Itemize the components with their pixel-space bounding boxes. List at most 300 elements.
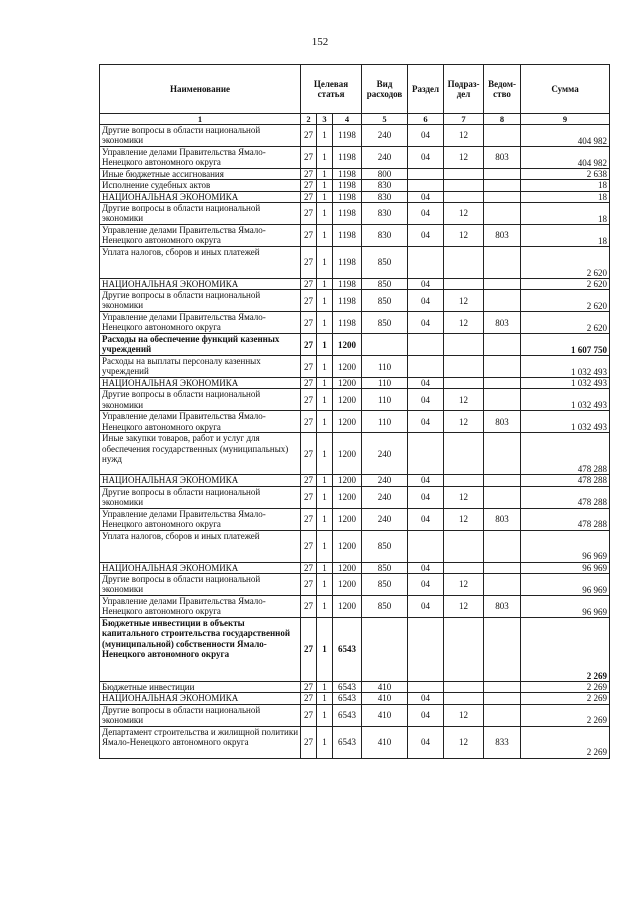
target-code-2: 1 (317, 278, 333, 289)
table-row (100, 596, 610, 618)
department (484, 475, 521, 486)
target-code-1: 27 (301, 562, 317, 573)
target-code-2: 1 (317, 169, 333, 180)
table-row (100, 411, 610, 433)
target-code-3: 1200 (333, 562, 362, 573)
section: 04 (408, 693, 444, 704)
header-expense-type: Вид расходов (362, 65, 408, 114)
subsection (444, 618, 484, 682)
target-code-3: 1200 (333, 378, 362, 389)
target-code-1: 27 (301, 191, 317, 202)
expense-type: 240 (362, 147, 408, 169)
target-code-3: 1198 (333, 224, 362, 246)
column-number: 9 (521, 114, 610, 125)
table-row (100, 682, 610, 693)
expense-type: 240 (362, 486, 408, 508)
table-row (100, 169, 610, 180)
expense-type: 830 (362, 191, 408, 202)
table-body (100, 125, 610, 759)
target-code-2: 1 (317, 246, 333, 278)
target-code-1: 27 (301, 278, 317, 289)
table-row (100, 278, 610, 289)
table-row (100, 562, 610, 573)
row-name: Другие вопросы в области национальной экономики (100, 574, 301, 596)
target-code-3: 1200 (333, 530, 362, 562)
target-code-1: 27 (301, 356, 317, 378)
header-row (100, 65, 610, 114)
target-code-1: 27 (301, 596, 317, 618)
table-row (100, 704, 610, 726)
target-code-1: 27 (301, 530, 317, 562)
subsection (444, 334, 484, 356)
target-code-3: 1198 (333, 169, 362, 180)
target-code-1: 27 (301, 411, 317, 433)
header-sum: Сумма (521, 65, 610, 114)
subsection (444, 169, 484, 180)
target-code-2: 1 (317, 562, 333, 573)
target-code-1: 27 (301, 224, 317, 246)
row-name: Расходы на обеспечение функций казенных учреждений (100, 334, 301, 356)
column-number: 4 (333, 114, 362, 125)
target-code-1: 27 (301, 312, 317, 334)
row-name: Другие вопросы в области национальной экономики (100, 125, 301, 147)
target-code-3: 1198 (333, 202, 362, 224)
row-sum: 1 032 493 (521, 356, 610, 378)
section (408, 618, 444, 682)
row-sum: 2 620 (521, 278, 610, 289)
header-section: Раздел (408, 65, 444, 114)
target-code-3: 6543 (333, 618, 362, 682)
target-code-2: 1 (317, 682, 333, 693)
column-number: 5 (362, 114, 408, 125)
department (484, 202, 521, 224)
target-code-1: 27 (301, 693, 317, 704)
department: 803 (484, 224, 521, 246)
header-subsection: Подраз-дел (444, 65, 484, 114)
target-code-2: 1 (317, 574, 333, 596)
budget-table (99, 64, 610, 759)
table-row (100, 726, 610, 758)
target-code-1: 27 (301, 334, 317, 356)
target-code-1: 27 (301, 618, 317, 682)
target-code-2: 1 (317, 726, 333, 758)
subsection: 12 (444, 389, 484, 411)
table-row (100, 191, 610, 202)
row-sum: 478 288 (521, 433, 610, 475)
target-code-3: 6543 (333, 704, 362, 726)
subsection (444, 682, 484, 693)
expense-type: 110 (362, 378, 408, 389)
subsection: 12 (444, 704, 484, 726)
section: 04 (408, 596, 444, 618)
department (484, 389, 521, 411)
expense-type: 850 (362, 278, 408, 289)
row-sum: 18 (521, 202, 610, 224)
section: 04 (408, 508, 444, 530)
table-row (100, 125, 610, 147)
row-sum: 1 032 493 (521, 389, 610, 411)
subsection: 12 (444, 290, 484, 312)
table-row (100, 618, 610, 682)
department: 833 (484, 726, 521, 758)
column-number: 1 (100, 114, 301, 125)
subsection: 12 (444, 574, 484, 596)
row-sum: 2 620 (521, 312, 610, 334)
subsection (444, 562, 484, 573)
target-code-3: 1200 (333, 334, 362, 356)
target-code-3: 1198 (333, 246, 362, 278)
table-row (100, 378, 610, 389)
target-code-2: 1 (317, 693, 333, 704)
target-code-1: 27 (301, 389, 317, 411)
target-code-3: 6543 (333, 693, 362, 704)
target-code-3: 1200 (333, 433, 362, 475)
expense-type: 830 (362, 224, 408, 246)
table-row (100, 290, 610, 312)
row-name: Уплата налогов, сборов и иных платежей (100, 246, 301, 278)
header-department: Ведом-ство (484, 65, 521, 114)
target-code-2: 1 (317, 224, 333, 246)
row-name: Другие вопросы в области национальной экономики (100, 202, 301, 224)
department (484, 530, 521, 562)
table-row (100, 180, 610, 191)
table-row (100, 433, 610, 475)
subsection (444, 278, 484, 289)
target-code-3: 1198 (333, 147, 362, 169)
department (484, 278, 521, 289)
row-name: Другие вопросы в области национальной экономики (100, 486, 301, 508)
subsection: 12 (444, 202, 484, 224)
row-name: Иные бюджетные ассигнования (100, 169, 301, 180)
target-code-1: 27 (301, 290, 317, 312)
target-code-3: 1200 (333, 411, 362, 433)
subsection: 12 (444, 508, 484, 530)
department: 803 (484, 147, 521, 169)
target-code-1: 27 (301, 433, 317, 475)
row-name: Бюджетные инвестиции в объекты капитального строительства государственной (муниципальной) собственности Ямало-Ненецкого автономного округа (100, 618, 301, 682)
row-sum: 2 620 (521, 246, 610, 278)
expense-type: 850 (362, 290, 408, 312)
department (484, 246, 521, 278)
target-code-1: 27 (301, 682, 317, 693)
target-code-3: 1200 (333, 475, 362, 486)
expense-type: 850 (362, 246, 408, 278)
expense-type: 240 (362, 508, 408, 530)
section: 04 (408, 147, 444, 169)
table-row (100, 356, 610, 378)
subsection (444, 246, 484, 278)
expense-type: 410 (362, 726, 408, 758)
row-sum: 404 982 (521, 125, 610, 147)
target-code-2: 1 (317, 411, 333, 433)
target-code-3: 1198 (333, 290, 362, 312)
target-code-2: 1 (317, 389, 333, 411)
expense-type: 110 (362, 389, 408, 411)
row-sum: 404 982 (521, 147, 610, 169)
section (408, 246, 444, 278)
target-code-2: 1 (317, 125, 333, 147)
section: 04 (408, 411, 444, 433)
column-number-row (100, 114, 610, 125)
target-code-3: 1200 (333, 389, 362, 411)
subsection (444, 378, 484, 389)
section: 04 (408, 574, 444, 596)
target-code-3: 1200 (333, 356, 362, 378)
row-name: Департамент строительства и жилищной политики Ямало-Ненецкого автономного округа (100, 726, 301, 758)
section: 04 (408, 475, 444, 486)
row-name: Управление делами Правительства Ямало-Ненецкого автономного округа (100, 596, 301, 618)
target-code-3: 6543 (333, 726, 362, 758)
target-code-3: 1198 (333, 312, 362, 334)
target-code-2: 1 (317, 618, 333, 682)
department: 803 (484, 508, 521, 530)
target-code-2: 1 (317, 704, 333, 726)
row-sum: 478 288 (521, 486, 610, 508)
target-code-3: 1200 (333, 596, 362, 618)
subsection (444, 356, 484, 378)
table-row (100, 475, 610, 486)
row-sum: 2 269 (521, 693, 610, 704)
subsection: 12 (444, 486, 484, 508)
row-sum: 2 269 (521, 682, 610, 693)
table-row (100, 334, 610, 356)
target-code-3: 1198 (333, 191, 362, 202)
department: 803 (484, 411, 521, 433)
target-code-1: 27 (301, 169, 317, 180)
subsection (444, 530, 484, 562)
column-number: 7 (444, 114, 484, 125)
row-sum: 96 969 (521, 574, 610, 596)
row-sum: 2 269 (521, 618, 610, 682)
table-row (100, 202, 610, 224)
table-row (100, 312, 610, 334)
row-name: НАЦИОНАЛЬНАЯ ЭКОНОМИКА (100, 562, 301, 573)
target-code-2: 1 (317, 312, 333, 334)
header-target-article: Целевая статья (301, 65, 362, 114)
row-name: Другие вопросы в области национальной экономики (100, 704, 301, 726)
row-sum: 1 032 493 (521, 378, 610, 389)
row-name: Управление делами Правительства Ямало-Ненецкого автономного округа (100, 508, 301, 530)
subsection: 12 (444, 411, 484, 433)
department (484, 574, 521, 596)
row-sum: 2 620 (521, 290, 610, 312)
department (484, 169, 521, 180)
column-number: 8 (484, 114, 521, 125)
section: 04 (408, 278, 444, 289)
target-code-1: 27 (301, 125, 317, 147)
row-name: Управление делами Правительства Ямало-Ненецкого автономного округа (100, 411, 301, 433)
expense-type: 240 (362, 125, 408, 147)
row-sum: 96 969 (521, 596, 610, 618)
target-code-1: 27 (301, 378, 317, 389)
subsection (444, 475, 484, 486)
department (484, 180, 521, 191)
target-code-3: 1198 (333, 278, 362, 289)
department (484, 125, 521, 147)
row-name: Другие вопросы в области национальной экономики (100, 389, 301, 411)
row-sum: 1 607 750 (521, 334, 610, 356)
department (484, 378, 521, 389)
section: 04 (408, 202, 444, 224)
target-code-2: 1 (317, 191, 333, 202)
section (408, 169, 444, 180)
row-name: Расходы на выплаты персоналу казенных учреждений (100, 356, 301, 378)
subsection (444, 180, 484, 191)
target-code-1: 27 (301, 202, 317, 224)
row-sum: 478 288 (521, 508, 610, 530)
section: 04 (408, 486, 444, 508)
target-code-2: 1 (317, 378, 333, 389)
department (484, 486, 521, 508)
table-row (100, 147, 610, 169)
section: 04 (408, 704, 444, 726)
target-code-1: 27 (301, 180, 317, 191)
subsection: 12 (444, 125, 484, 147)
target-code-3: 1200 (333, 574, 362, 596)
target-code-1: 27 (301, 147, 317, 169)
target-code-1: 27 (301, 508, 317, 530)
section (408, 530, 444, 562)
section: 04 (408, 389, 444, 411)
target-code-1: 27 (301, 704, 317, 726)
section: 04 (408, 290, 444, 312)
target-code-3: 1200 (333, 486, 362, 508)
subsection (444, 433, 484, 475)
row-name: НАЦИОНАЛЬНАЯ ЭКОНОМИКА (100, 191, 301, 202)
target-code-2: 1 (317, 596, 333, 618)
target-code-1: 27 (301, 246, 317, 278)
target-code-3: 6543 (333, 682, 362, 693)
subsection: 12 (444, 596, 484, 618)
row-sum: 1 032 493 (521, 411, 610, 433)
target-code-2: 1 (317, 147, 333, 169)
row-name: Другие вопросы в области национальной экономики (100, 290, 301, 312)
section (408, 356, 444, 378)
expense-type: 240 (362, 433, 408, 475)
row-sum: 18 (521, 191, 610, 202)
target-code-2: 1 (317, 486, 333, 508)
section: 04 (408, 562, 444, 573)
row-name: Уплата налогов, сборов и иных платежей (100, 530, 301, 562)
expense-type (362, 334, 408, 356)
expense-type: 240 (362, 475, 408, 486)
row-name: НАЦИОНАЛЬНАЯ ЭКОНОМИКА (100, 278, 301, 289)
section: 04 (408, 224, 444, 246)
page-number: 152 (311, 36, 329, 48)
section (408, 180, 444, 191)
department (484, 356, 521, 378)
subsection: 12 (444, 224, 484, 246)
column-number: 6 (408, 114, 444, 125)
subsection: 12 (444, 147, 484, 169)
target-code-2: 1 (317, 180, 333, 191)
expense-type: 800 (362, 169, 408, 180)
department (484, 191, 521, 202)
row-name: Управление делами Правительства Ямало-Ненецкого автономного округа (100, 312, 301, 334)
section: 04 (408, 191, 444, 202)
expense-type: 850 (362, 562, 408, 573)
table-row (100, 508, 610, 530)
section (408, 433, 444, 475)
expense-type: 410 (362, 704, 408, 726)
department (484, 682, 521, 693)
row-sum: 2 638 (521, 169, 610, 180)
target-code-1: 27 (301, 475, 317, 486)
expense-type (362, 618, 408, 682)
table-row (100, 574, 610, 596)
section: 04 (408, 125, 444, 147)
subsection: 12 (444, 312, 484, 334)
target-code-2: 1 (317, 508, 333, 530)
table-row (100, 693, 610, 704)
department (484, 290, 521, 312)
section: 04 (408, 312, 444, 334)
row-name: Управление делами Правительства Ямало-Ненецкого автономного округа (100, 147, 301, 169)
section (408, 334, 444, 356)
column-number: 2 (301, 114, 317, 125)
target-code-1: 27 (301, 726, 317, 758)
row-sum: 96 969 (521, 562, 610, 573)
expense-type: 850 (362, 574, 408, 596)
expense-type: 850 (362, 596, 408, 618)
row-name: НАЦИОНАЛЬНАЯ ЭКОНОМИКА (100, 693, 301, 704)
section (408, 682, 444, 693)
row-name: Исполнение судебных актов (100, 180, 301, 191)
row-name: НАЦИОНАЛЬНАЯ ЭКОНОМИКА (100, 378, 301, 389)
department (484, 334, 521, 356)
target-code-2: 1 (317, 475, 333, 486)
target-code-2: 1 (317, 290, 333, 312)
subsection: 12 (444, 726, 484, 758)
row-name: Бюджетные инвестиции (100, 682, 301, 693)
expense-type: 110 (362, 411, 408, 433)
department (484, 433, 521, 475)
table-row (100, 486, 610, 508)
table-row (100, 246, 610, 278)
target-code-2: 1 (317, 334, 333, 356)
table-row (100, 530, 610, 562)
table-row (100, 224, 610, 246)
department: 803 (484, 312, 521, 334)
expense-type: 410 (362, 682, 408, 693)
department (484, 704, 521, 726)
target-code-1: 27 (301, 574, 317, 596)
department (484, 562, 521, 573)
column-number: 3 (317, 114, 333, 125)
section: 04 (408, 378, 444, 389)
row-sum: 18 (521, 224, 610, 246)
target-code-1: 27 (301, 486, 317, 508)
expense-type: 110 (362, 356, 408, 378)
department (484, 618, 521, 682)
department (484, 693, 521, 704)
target-code-2: 1 (317, 202, 333, 224)
expense-type: 850 (362, 312, 408, 334)
row-name: Иные закупки товаров, работ и услуг для обеспечения государственных (муниципальных) нужд (100, 433, 301, 475)
department: 803 (484, 596, 521, 618)
subsection (444, 693, 484, 704)
expense-type: 850 (362, 530, 408, 562)
row-sum: 18 (521, 180, 610, 191)
header-name: Наименование (100, 65, 301, 114)
row-name: НАЦИОНАЛЬНАЯ ЭКОНОМИКА (100, 475, 301, 486)
row-name: Управление делами Правительства Ямало-Ненецкого автономного округа (100, 224, 301, 246)
expense-type: 410 (362, 693, 408, 704)
expense-type: 830 (362, 202, 408, 224)
target-code-2: 1 (317, 530, 333, 562)
expense-type: 830 (362, 180, 408, 191)
section: 04 (408, 726, 444, 758)
